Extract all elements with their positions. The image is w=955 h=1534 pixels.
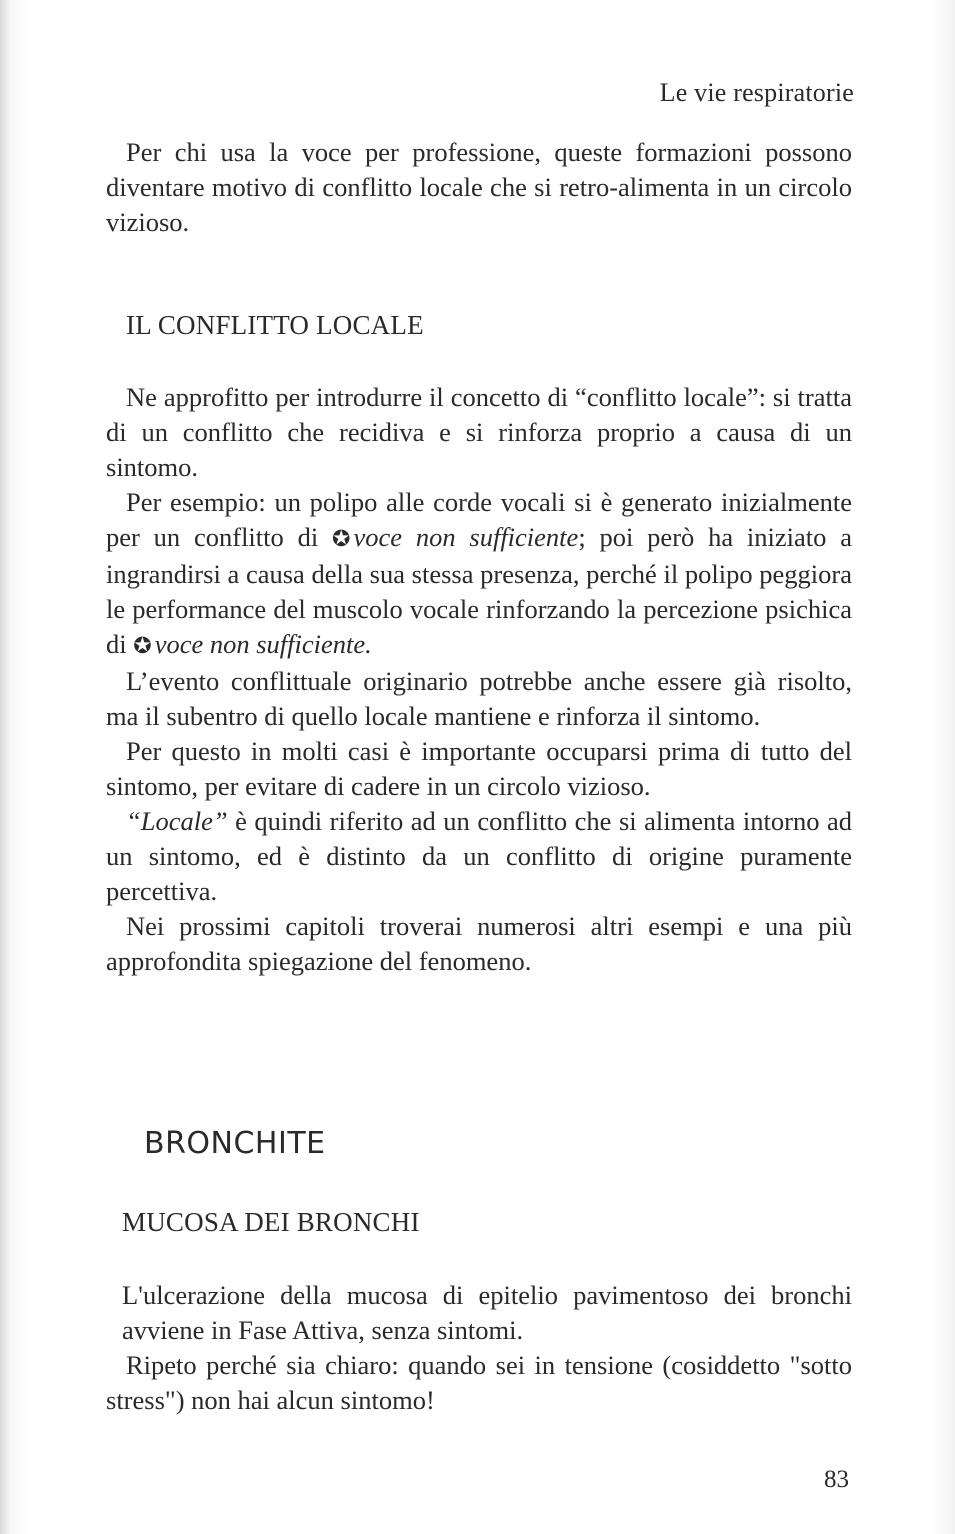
paragraph-example	[106, 485, 852, 664]
paragraph-original-event: L’evento conflittuale originario potrebbe anche essere già risolto, ma il subentro di quello locale mantiene e rinforza il sintomo.	[106, 666, 852, 731]
section-body-conflitto-locale	[106, 380, 852, 979]
section-heading-conflitto-locale: IL CONFLITTO LOCALE	[126, 310, 424, 340]
paragraph-ulceration: L'ulcerazione della mucosa di epitelio pavimentoso dei bronchi avviene in Fase Attiva, senza sintomi.	[122, 1280, 852, 1345]
term-locale: “Locale”	[126, 806, 228, 836]
star-circle-icon: ✪	[133, 634, 152, 659]
paragraph-symptom-first: Per questo in molti casi è importante occuparsi prima di tutto del sintomo, per evitare di cadere in un circolo vizioso.	[106, 736, 852, 801]
chapter-body	[106, 1278, 852, 1418]
paragraph-definition: Ne approfitto per introdurre il concetto di “conflitto locale”: si tratta di un conflitto che recidiva e si rinforza proprio a causa di un sintomo.	[106, 382, 852, 482]
paragraph-locale-meaning-text: è quindi riferito ad un conflitto che si alimenta intorno ad un sintomo, ed è distinto da un conflitto di origine puramente percettiva.	[106, 806, 852, 906]
paragraph-example-text-a: Per esempio: un polipo alle corde vocali si è generato inizialmente per un conflitto di	[106, 487, 852, 552]
conflict-name-voce-non-sufficiente: voce non sufficiente.	[154, 629, 372, 659]
page-gutter-shadow	[0, 0, 10, 1534]
chapter-title: BRONCHITE	[144, 1126, 326, 1161]
conflict-name-voce-non-sufficiente: voce non sufficiente	[353, 522, 579, 552]
star-circle-icon: ✪	[332, 527, 351, 552]
paragraph-next-chapters: Nei prossimi capitoli troverai numerosi altri esempi e una più approfondita spiegazione del fenomeno.	[106, 911, 852, 976]
intro-paragraph-block	[106, 135, 852, 240]
running-head: Le vie respiratorie	[659, 78, 854, 107]
intro-paragraph: Per chi usa la voce per professione, queste formazioni possono diventare motivo di conflitto locale che si retro-alimenta in un circolo vizioso.	[106, 137, 852, 237]
paragraph-locale-meaning	[106, 804, 852, 909]
paragraph-no-symptoms: Ripeto perché sia chiaro: quando sei in tensione (cosiddetto "sotto stress") non hai alcun sintomo!	[106, 1350, 852, 1415]
paragraph-example-text-b: ; poi però ha iniziato a ingrandirsi a causa della sua stessa presenza, perché il polipo peggiora le performance del muscolo vocale rinforzando la percezione psichica di	[106, 522, 852, 659]
page-number: 83	[824, 1466, 849, 1493]
section-heading-mucosa-bronchi: MUCOSA DEI BRONCHI	[122, 1207, 420, 1237]
